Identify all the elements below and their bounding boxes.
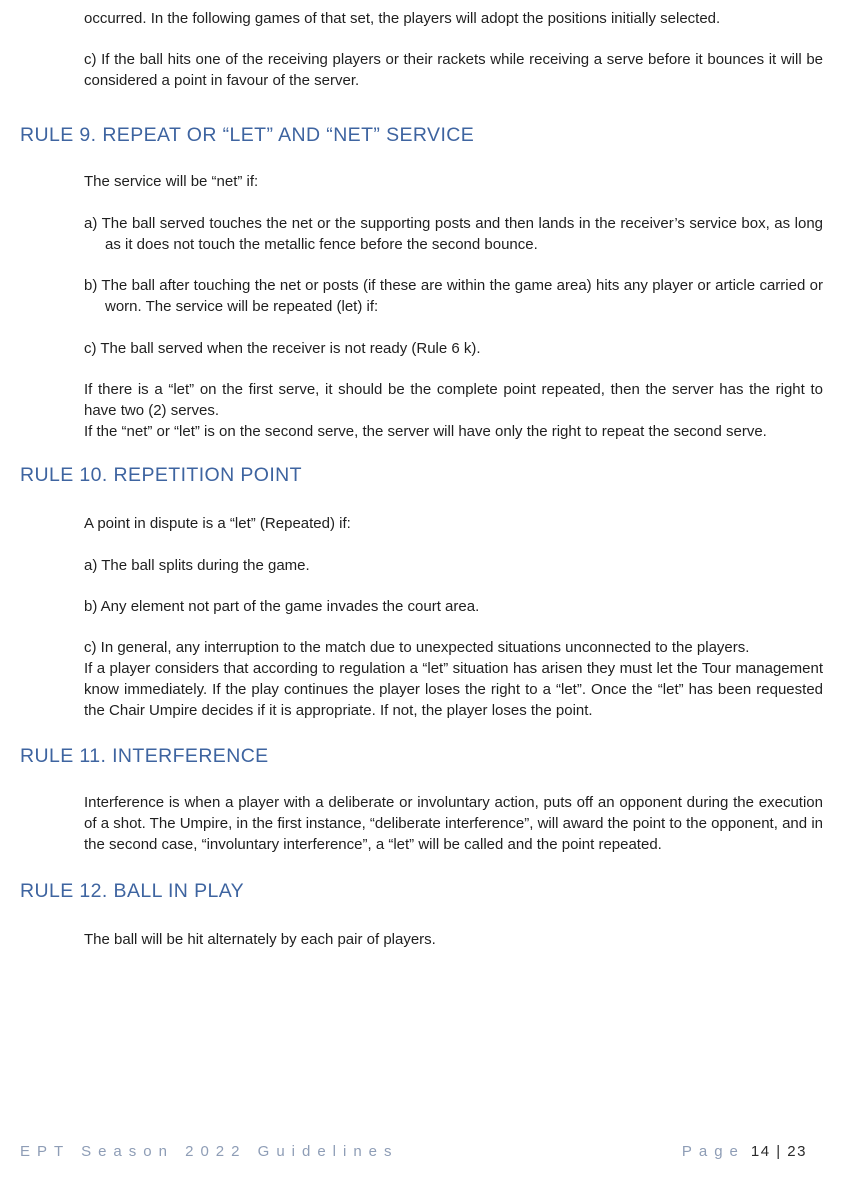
rule11-heading: RULE 11. INTERFERENCE <box>20 745 269 767</box>
rule9-list-item-b: b) The ball after touching the net or posts (if these are within the game area) hits any player or article carried or worn. The service will be repeated (let) if: <box>84 277 823 315</box>
footer-page-indicator <box>682 1143 807 1160</box>
rule9-note-line1: If there is a “let” on the first serve, it should be the complete point repeated, then the server has the right to have two (2) serves. <box>84 381 823 419</box>
rule12-body: The ball will be hit alternately by each pair of players. <box>84 931 436 948</box>
rule9-heading: RULE 9. REPEAT OR “LET” AND “NET” SERVICE <box>20 124 475 146</box>
rule10-note: If a player considers that according to regulation a “let” situation has arisen they must let the Tour management know immediately. If the play continues the player loses the right to a “let”. Once the “let” has been requested the Chair Umpire decides if it is appropriate. If not, the player loses the point. <box>84 660 823 719</box>
page-footer <box>20 1143 807 1160</box>
rule12-heading: RULE 12. BALL IN PLAY <box>20 880 245 902</box>
rule10-intro: A point in dispute is a “let” (Repeated) if: <box>84 515 351 532</box>
rule9-note-block <box>84 379 823 442</box>
rule10-list-item-c: c) In general, any interruption to the match due to unexpected situations unconnected to the players. <box>84 639 750 656</box>
rule10-heading: RULE 10. REPETITION POINT <box>20 464 302 486</box>
footer-page-number: 14 | 23 <box>750 1143 807 1160</box>
intro-list-item-c: c) If the ball hits one of the receiving players or their rackets while receiving a serve before it bounces it will be considered a point in favour of the server. <box>84 51 823 89</box>
rule10-list-item-a: a) The ball splits during the game. <box>84 557 310 574</box>
footer-document-title: EPT Season 2022 Guidelines <box>20 1143 399 1160</box>
intro-continuation-paragraph: occurred. In the following games of that set, the players will adopt the positions initially selected. <box>84 10 721 27</box>
rule11-body: Interference is when a player with a deliberate or involuntary action, puts off an opponent during the execution of a shot. The Umpire, in the first instance, “deliberate interference”, will award the point to the opponent, and in the second case, “involuntary interference”, a “let” will be called and the point repeated. <box>84 794 823 853</box>
rule10-list-item-b: b) Any element not part of the game invades the court area. <box>84 598 480 615</box>
rule9-list-item-c: c) The ball served when the receiver is not ready (Rule 6 k). <box>84 340 481 357</box>
rule9-intro: The service will be “net” if: <box>84 173 259 190</box>
rule9-note-line2: If the “net” or “let” is on the second serve, the server will have only the right to repeat the second serve. <box>84 423 767 440</box>
rule9-list-item-a: a) The ball served touches the net or the supporting posts and then lands in the receiver’s service box, as long as it does not touch the metallic fence before the second bounce. <box>84 215 823 253</box>
footer-page-label: Page <box>681 1143 745 1160</box>
rule10-item-c-block <box>84 637 823 721</box>
